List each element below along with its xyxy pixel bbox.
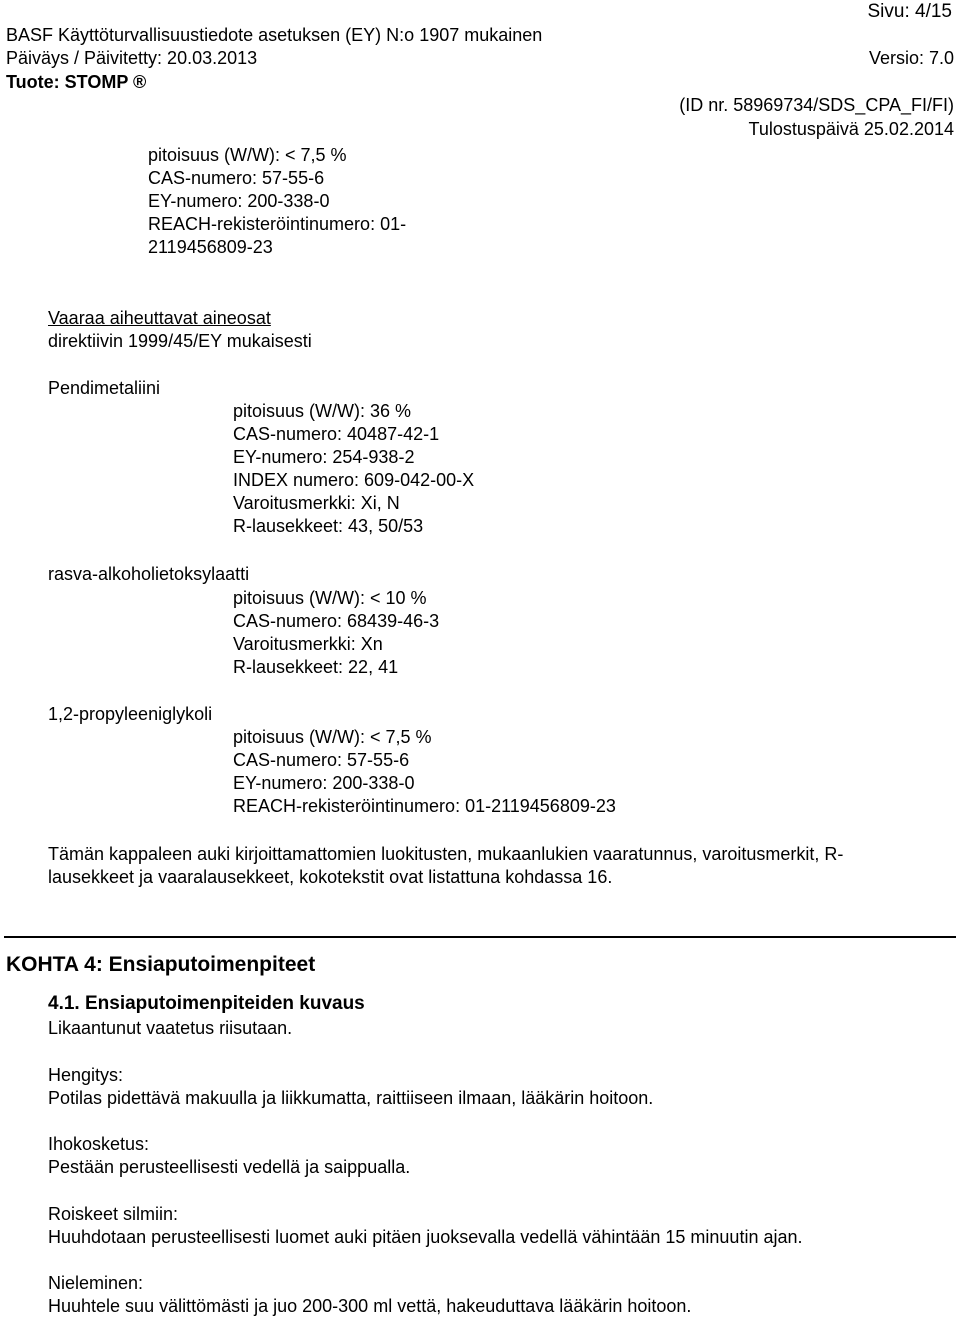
first-aid-label: Hengitys: [48, 1065, 124, 1085]
substance-property: Varoitusmerkki: Xi, N [233, 493, 400, 513]
first-aid-text: Huuhdotaan perusteellisesti luomet auki pitäen juoksevalla vedellä vähintään 15 minuutin ajan. [48, 1227, 803, 1247]
substance-property: R-lausekkeet: 22, 41 [233, 657, 399, 677]
first-aid-text: Potilas pidettävä makuulla ja liikkumatta, raittiiseen ilmaan, lääkärin hoitoon. [48, 1088, 654, 1108]
substance-property: INDEX numero: 609-042-00-X [233, 470, 475, 490]
section-heading: KOHTA 4: Ensiaputoimenpiteet [6, 953, 316, 976]
product-name: Tuote: STOMP ® [6, 72, 147, 92]
top-block-line: CAS-numero: 57-55-6 [148, 168, 325, 188]
substance-property: R-lausekkeet: 43, 50/53 [233, 516, 424, 536]
document-title: BASF Käyttöturvallisuustiedote asetuksen (EY) N:o 1907 mukainen [6, 25, 543, 45]
first-aid-label: Ihokosketus: [48, 1134, 150, 1154]
document-id: (ID nr. 58969734/SDS_CPA_FI/FI) [679, 95, 954, 115]
first-aid-label: Roiskeet silmiin: [48, 1204, 179, 1224]
hazard-subtitle: direktiivin 1999/45/EY mukaisesti [48, 331, 312, 351]
substance-property: CAS-numero: 57-55-6 [233, 750, 410, 770]
top-block-line: 2119456809-23 [148, 237, 273, 257]
first-aid-intro: Likaantunut vaatetus riisutaan. [48, 1018, 293, 1038]
print-date: Tulostuspäivä 25.02.2014 [748, 119, 954, 139]
substance-name: Pendimetaliini [48, 378, 161, 398]
substance-property: Varoitusmerkki: Xn [233, 634, 383, 654]
classification-note: Tämän kappaleen auki kirjoittamattomien luokitusten, mukaanlukien vaaratunnus, varoitusmerkit, R- [48, 844, 844, 864]
first-aid-text: Pestään perusteellisesti vedellä ja saippualla. [48, 1157, 411, 1177]
substance-property: EY-numero: 200-338-0 [233, 773, 415, 793]
top-block-line: EY-numero: 200-338-0 [148, 191, 330, 211]
substance-property: REACH-rekisteröintinumero: 01-2119456809-23 [233, 796, 616, 816]
top-block-line: REACH-rekisteröintinumero: 01- [148, 214, 407, 234]
subsection-heading: 4.1. Ensiaputoimenpiteiden kuvaus [48, 993, 365, 1014]
section-divider [4, 936, 956, 938]
substance-property: CAS-numero: 68439-46-3 [233, 611, 440, 631]
substance-property: EY-numero: 254-938-2 [233, 447, 415, 467]
top-block-line: pitoisuus (W/W): < 7,5 % [148, 145, 347, 165]
substance-property: pitoisuus (W/W): < 7,5 % [233, 727, 432, 747]
hazard-title: Vaaraa aiheuttavat aineosat [48, 308, 271, 328]
first-aid-label: Nieleminen: [48, 1273, 144, 1293]
substance-name: 1,2-propyleeniglykoli [48, 704, 213, 724]
first-aid-text: Huuhtele suu välittömästi ja juo 200-300 ml vettä, hakeuduttava lääkärin hoitoon. [48, 1296, 692, 1316]
substance-property: pitoisuus (W/W): < 10 % [233, 588, 427, 608]
version: Versio: 7.0 [868, 48, 954, 68]
revision-date: Päiväys / Päivitetty: 20.03.2013 [6, 48, 258, 68]
substance-property: pitoisuus (W/W): 36 % [233, 401, 412, 421]
page-number: Sivu: 4/15 [867, 1, 952, 22]
substance-name: rasva-alkoholietoksylaatti [48, 564, 250, 584]
substance-property: CAS-numero: 40487-42-1 [233, 424, 440, 444]
classification-note: lausekkeet ja vaaralausekkeet, kokotekstit ovat listattuna kohdassa 16. [48, 867, 613, 887]
